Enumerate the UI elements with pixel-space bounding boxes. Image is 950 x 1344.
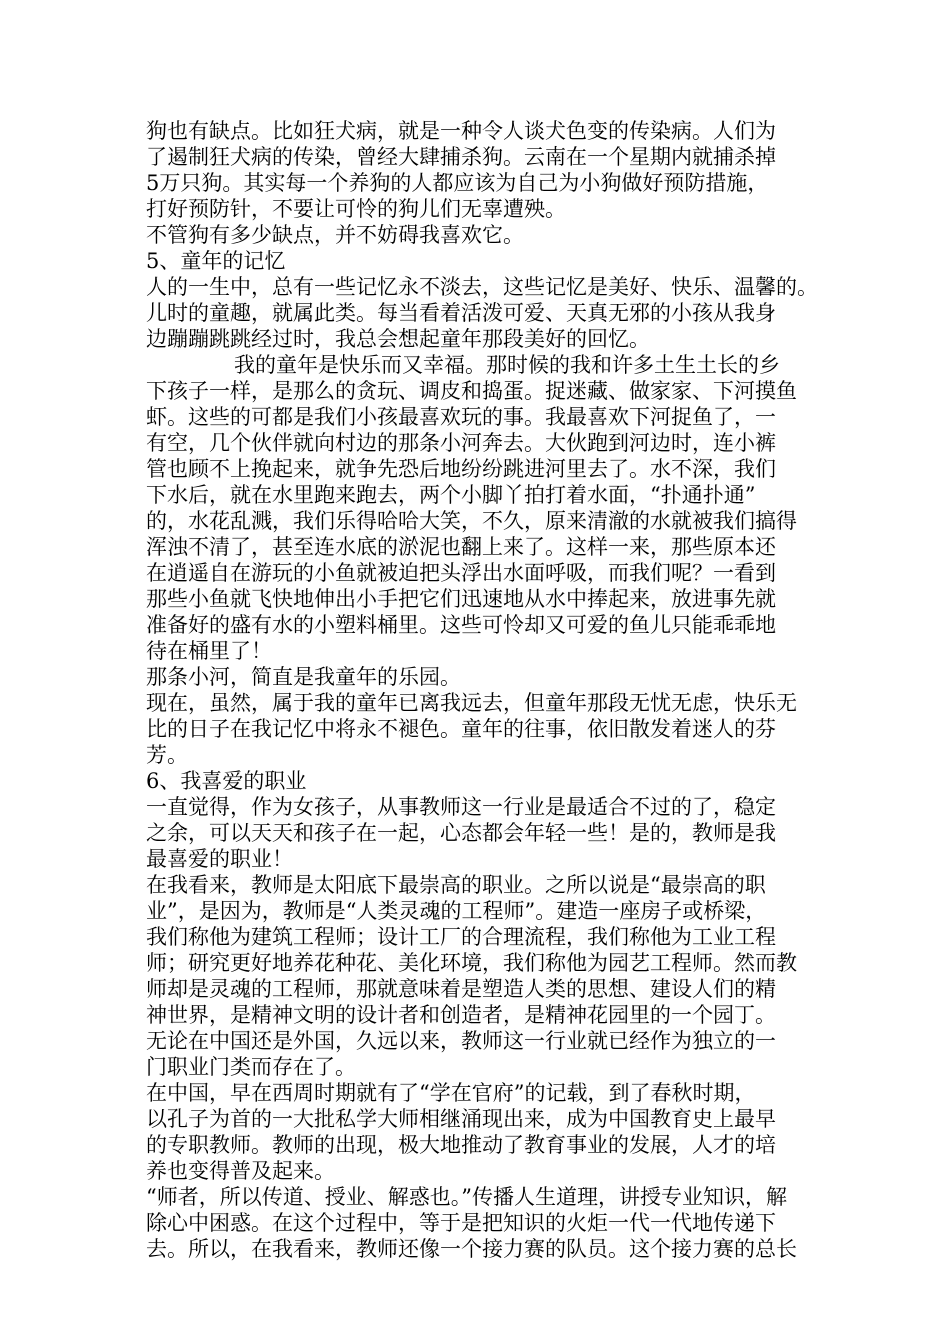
document-body (146, 118, 826, 1262)
text-line: 一直觉得，作为女孩子，从事教师这一行业是最适合不过的了，稳定 (146, 795, 776, 819)
text-line: 芳。 (146, 743, 188, 767)
text-line: 养也变得普及起来。 (146, 1159, 335, 1183)
text-line: 有空，几个伙伴就向村边的那条小河奔去。大伙跑到河边时，连小裤 (146, 431, 776, 455)
text-line: 除心中困惑。在这个过程中，等于是把知识的火炬一代一代地传递下 (146, 1211, 776, 1235)
text-line: 神世界，是精神文明的设计者和创造者，是精神花园里的一个园丁。 (146, 1003, 776, 1027)
text-line: 之余，可以天天和孩子在一起，心态都会年轻一些！是的，教师是我 (146, 821, 776, 845)
text-line: 准备好的盛有水的小塑料桶里。这些可怜却又可爱的鱼儿只能乖乖地 (146, 613, 776, 637)
text-line: 边蹦蹦跳跳经过时，我总会想起童年那段美好的回忆。 (146, 327, 650, 351)
text-line: 师；研究更好地养花种花、美化环境，我们称他为园艺工程师。然而教 (146, 951, 797, 975)
text-line: 的专职教师。教师的出现，极大地推动了教育事业的发展，人才的培 (146, 1133, 776, 1157)
text-line: 现在，虽然，属于我的童年已离我远去，但童年那段无忧无虑，快乐无 (146, 691, 797, 715)
text-line: 管也顾不上挽起来，就争先恐后地纷纷跳进河里去了。水不深，我们 (146, 457, 776, 481)
text-line: 无论在中国还是外国，久远以来，教师这一行业就已经作为独立的一 (146, 1029, 776, 1053)
text-line: 待在桶里了！ (146, 639, 272, 663)
text-line: 在我看来，教师是太阳底下最崇高的职业。之所以说是“最崇高的职 (146, 873, 766, 897)
text-line: 虾。这些的可都是我们小孩最喜欢玩的事。我最喜欢下河捉鱼了，一 (146, 405, 776, 429)
text-line: 业”，是因为，教师是“人类灵魂的工程师”。建造一座房子或桥梁， (146, 899, 767, 923)
text-line: 以孔子为首的一大批私学大师相继涌现出来，成为中国教育史上最早 (146, 1107, 776, 1131)
text-line: 比的日子在我记忆中将永不褪色。童年的往事，依旧散发着迷人的芬 (146, 717, 776, 741)
text-line: 在逍遥自在游玩的小鱼就被迫把头浮出水面呼吸，而我们呢？一看到 (146, 561, 776, 585)
text-line: 去。所以，在我看来，教师还像一个接力赛的队员。这个接力赛的总长 (146, 1237, 797, 1261)
text-line: 浑浊不清了，甚至连水底的淤泥也翻上来了。这样一来，那些原本还 (146, 535, 776, 559)
text-line: 最喜爱的职业！ (146, 847, 293, 871)
section-heading: 5、童年的记忆 (146, 249, 286, 273)
text-line: 门职业门类而存在了。 (146, 1055, 356, 1079)
text-line: 儿时的童趣，就属此类。每当看着活泼可爱、天真无邪的小孩从我身 (146, 301, 776, 325)
text-line-indented: 我的童年是快乐而又幸福。那时候的我和许多土生土长的乡 (234, 353, 780, 377)
text-line: 在中国，早在西周时期就有了“学在官府”的记载，到了春秋时期， (146, 1081, 756, 1105)
text-line: 了遏制狂犬病的传染，曾经大肆捕杀狗。云南在一个星期内就捕杀掉 (146, 145, 776, 169)
text-line: 5万只狗。其实每一个养狗的人都应该为自己为小狗做好预防措施， (146, 171, 769, 195)
text-line: 不管狗有多少缺点，并不妨碍我喜欢它。 (146, 223, 524, 247)
section-heading: 6、我喜爱的职业 (146, 769, 307, 793)
text-line: 打好预防针，不要让可怜的狗儿们无辜遭殃。 (146, 197, 566, 221)
text-line: 下孩子一样，是那么的贪玩、调皮和捣蛋。捉迷藏、做家家、下河摸鱼 (146, 379, 797, 403)
text-line: 下水后，就在水里跑来跑去，两个小脚丫拍打着水面，“扑通扑通” (146, 483, 756, 507)
text-line: 那些小鱼就飞快地伸出小手把它们迅速地从水中捧起来，放进事先就 (146, 587, 776, 611)
text-line: “师者，所以传道、授业、解惑也。”传播人生道理，讲授专业知识，解 (146, 1185, 787, 1209)
text-line: 人的一生中，总有一些记忆永不淡去，这些记忆是美好、快乐、温馨的。 (146, 275, 818, 299)
text-line: 那条小河，简直是我童年的乐园。 (146, 665, 461, 689)
text-line: 狗也有缺点。比如狂犬病，就是一种令人谈犬色变的传染病。人们为 (146, 119, 776, 143)
text-line: 我们称他为建筑工程师；设计工厂的合理流程，我们称他为工业工程 (146, 925, 776, 949)
text-line: 的，水花乱溅，我们乐得哈哈大笑，不久，原来清澈的水就被我们搞得 (146, 509, 797, 533)
text-line: 师却是灵魂的工程师，那就意味着是塑造人类的思想、建设人们的精 (146, 977, 776, 1001)
